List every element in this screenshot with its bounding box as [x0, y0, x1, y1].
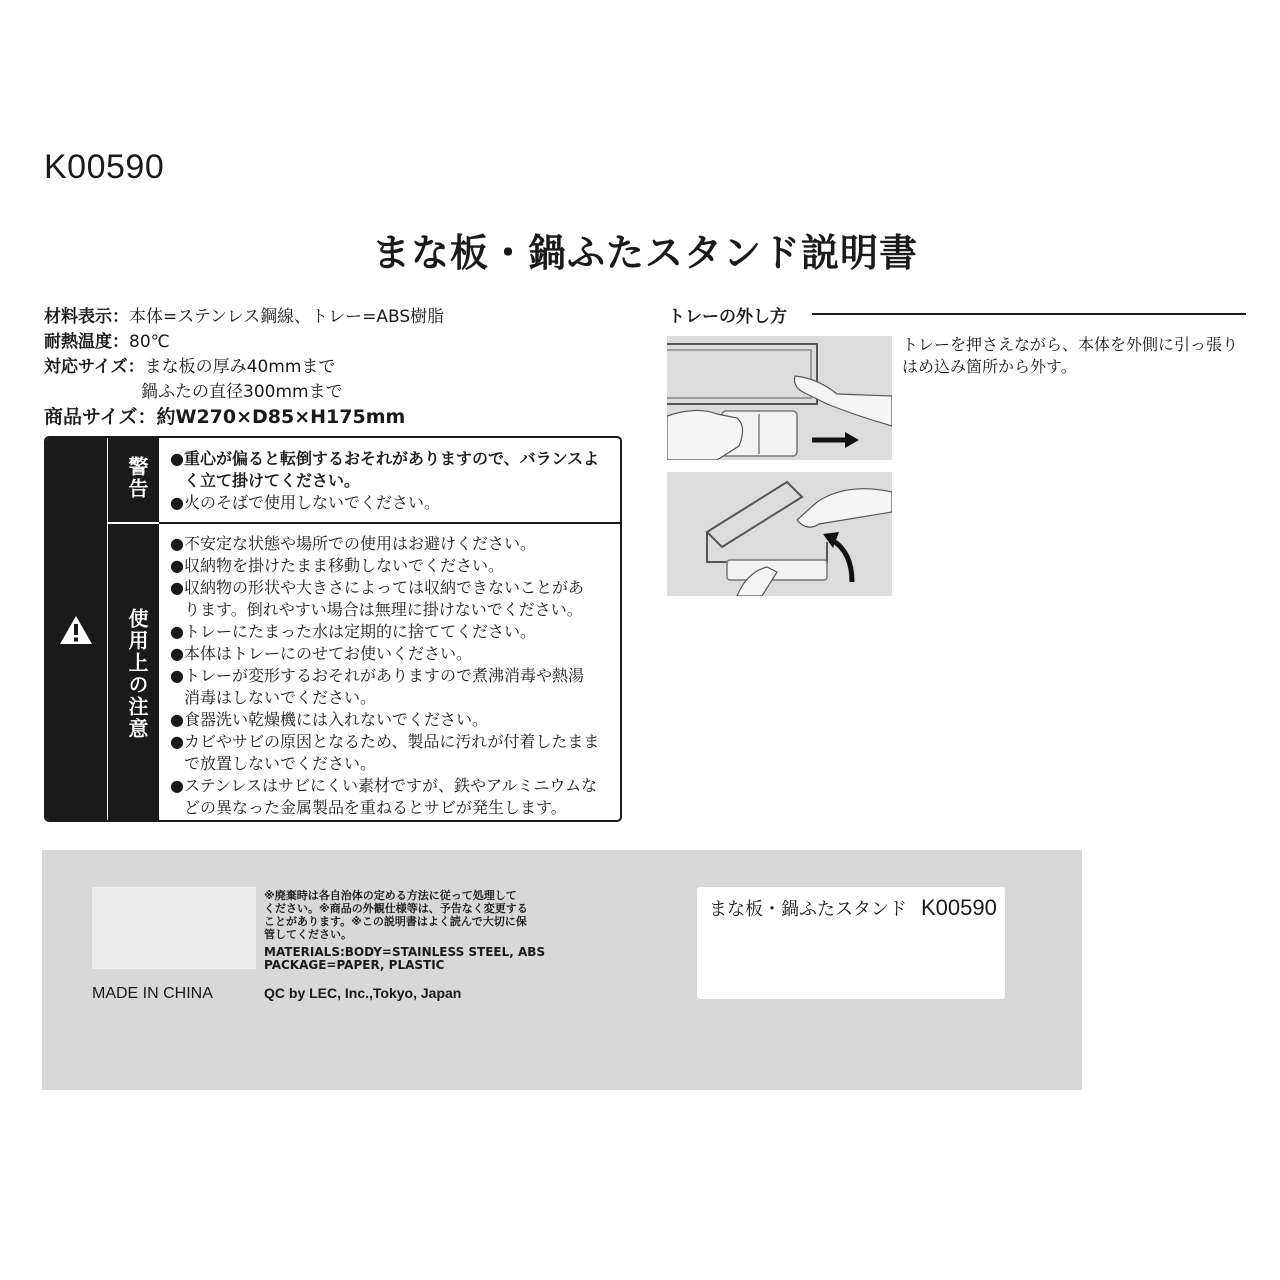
spec-heat: [44, 327, 170, 352]
product-code: K00590: [44, 148, 165, 186]
spec-material: [44, 302, 444, 327]
barcode-placeholder: [92, 887, 256, 969]
spec-size-value: 約W270×D85×H175mm: [156, 406, 406, 428]
materials-line: MATERIALS:BODY=STAINLESS STEEL, ABS: [264, 945, 546, 959]
spec-heat-label: 耐熱温度：: [44, 332, 129, 352]
spec-material-value: 本体=ステンレス鋼線、トレー=ABS樹脂: [129, 307, 445, 327]
tray-pull-illustration: [667, 336, 892, 460]
tray-removal-photo-1: [667, 336, 892, 460]
tray-lift-illustration: [667, 472, 892, 596]
qc-line: QC by LEC, Inc.,Tokyo, Japan: [264, 985, 462, 1001]
caution-box: [44, 436, 622, 822]
caution-line: ●食器洗い乾燥機には入れないでください。: [170, 710, 488, 729]
caution-line: ●収納物を掛けたまま移動しないでください。: [170, 556, 504, 575]
caution-line: ●カビやサビの原因となるため、製品に汚れが付着したまま: [170, 732, 600, 751]
warning-line: ●火のそばで使用しないでください。: [170, 493, 440, 512]
package-materials-line: PACKAGE=PAPER, PLASTIC: [264, 958, 445, 972]
spec-fit-value-1: まな板の厚み40mmまで: [144, 357, 336, 377]
sticker-product-name: まな板・鍋ふたスタンド: [709, 899, 907, 920]
caution-label: 使用上の注意: [125, 608, 149, 740]
made-in-label: MADE IN CHINA: [92, 985, 213, 1002]
caution-line: ●本体はトレーにのせてお使いください。: [170, 644, 472, 663]
fine-print-line: ことがあります。※この説明書はよく読んで大切に保: [264, 915, 527, 928]
heading-rule: [812, 313, 1246, 315]
tray-removal-heading: トレーの外し方: [668, 307, 787, 327]
caution-line: ります。倒れやすい場合は無理に掛けないでください。: [184, 600, 583, 619]
caution-line: ●トレーにたまった水は定期的に捨ててください。: [170, 622, 536, 641]
warning-label: 警告: [125, 456, 149, 500]
spec-size: [44, 402, 405, 429]
fine-print-line: ※廃棄時は各自治体の定める方法に従って処理して: [264, 889, 517, 902]
fine-print-line: ください。※商品の外観仕様等は、予告なく変更する: [264, 902, 528, 915]
caution-line: どの異なった金属製品を重ねるとサビが発生します。: [184, 798, 567, 817]
tray-removal-photo-2: [667, 472, 892, 596]
warning-triangle-icon: [58, 614, 94, 646]
caution-divider: [159, 522, 622, 524]
warning-line: ●重心が偏ると転倒するおそれがありますので、バランスよ: [170, 449, 600, 468]
spec-fit-value-2: 鍋ふたの直径300mmまで: [141, 382, 343, 402]
spec-fit-label: 対応サイズ：: [44, 357, 145, 377]
spec-material-label: 材料表示：: [44, 307, 129, 327]
tray-removal-description: トレーを押さえながら、本体を外側に引っ張りはめ込み箇所から外す。: [902, 335, 1239, 376]
caution-line: ●ステンレスはサビにくい素材ですが、鉄やアルミニウムな: [170, 776, 598, 795]
spec-fit: [44, 352, 335, 377]
spec-size-label: 商品サイズ：: [44, 406, 157, 428]
fine-print-line: 管してください。: [264, 928, 352, 941]
page-title: まな板・鍋ふたスタンド説明書: [371, 231, 918, 275]
caution-line: 消毒はしないでください。: [184, 688, 377, 707]
sticker-product-code: K00590: [921, 895, 997, 920]
caution-line: ●不安定な状態や場所での使用はお避けください。: [170, 534, 536, 553]
warning-line: く立て掛けてください。: [184, 471, 361, 490]
caution-line: で放置しないでください。: [184, 754, 377, 773]
caution-line: ●トレーが変形するおそれがありますので煮沸消毒や熱湯: [170, 666, 584, 685]
spec-heat-value: 80℃: [129, 332, 170, 352]
caution-line: ●収納物の形状や大きさによっては収納できないことがあ: [170, 578, 584, 597]
